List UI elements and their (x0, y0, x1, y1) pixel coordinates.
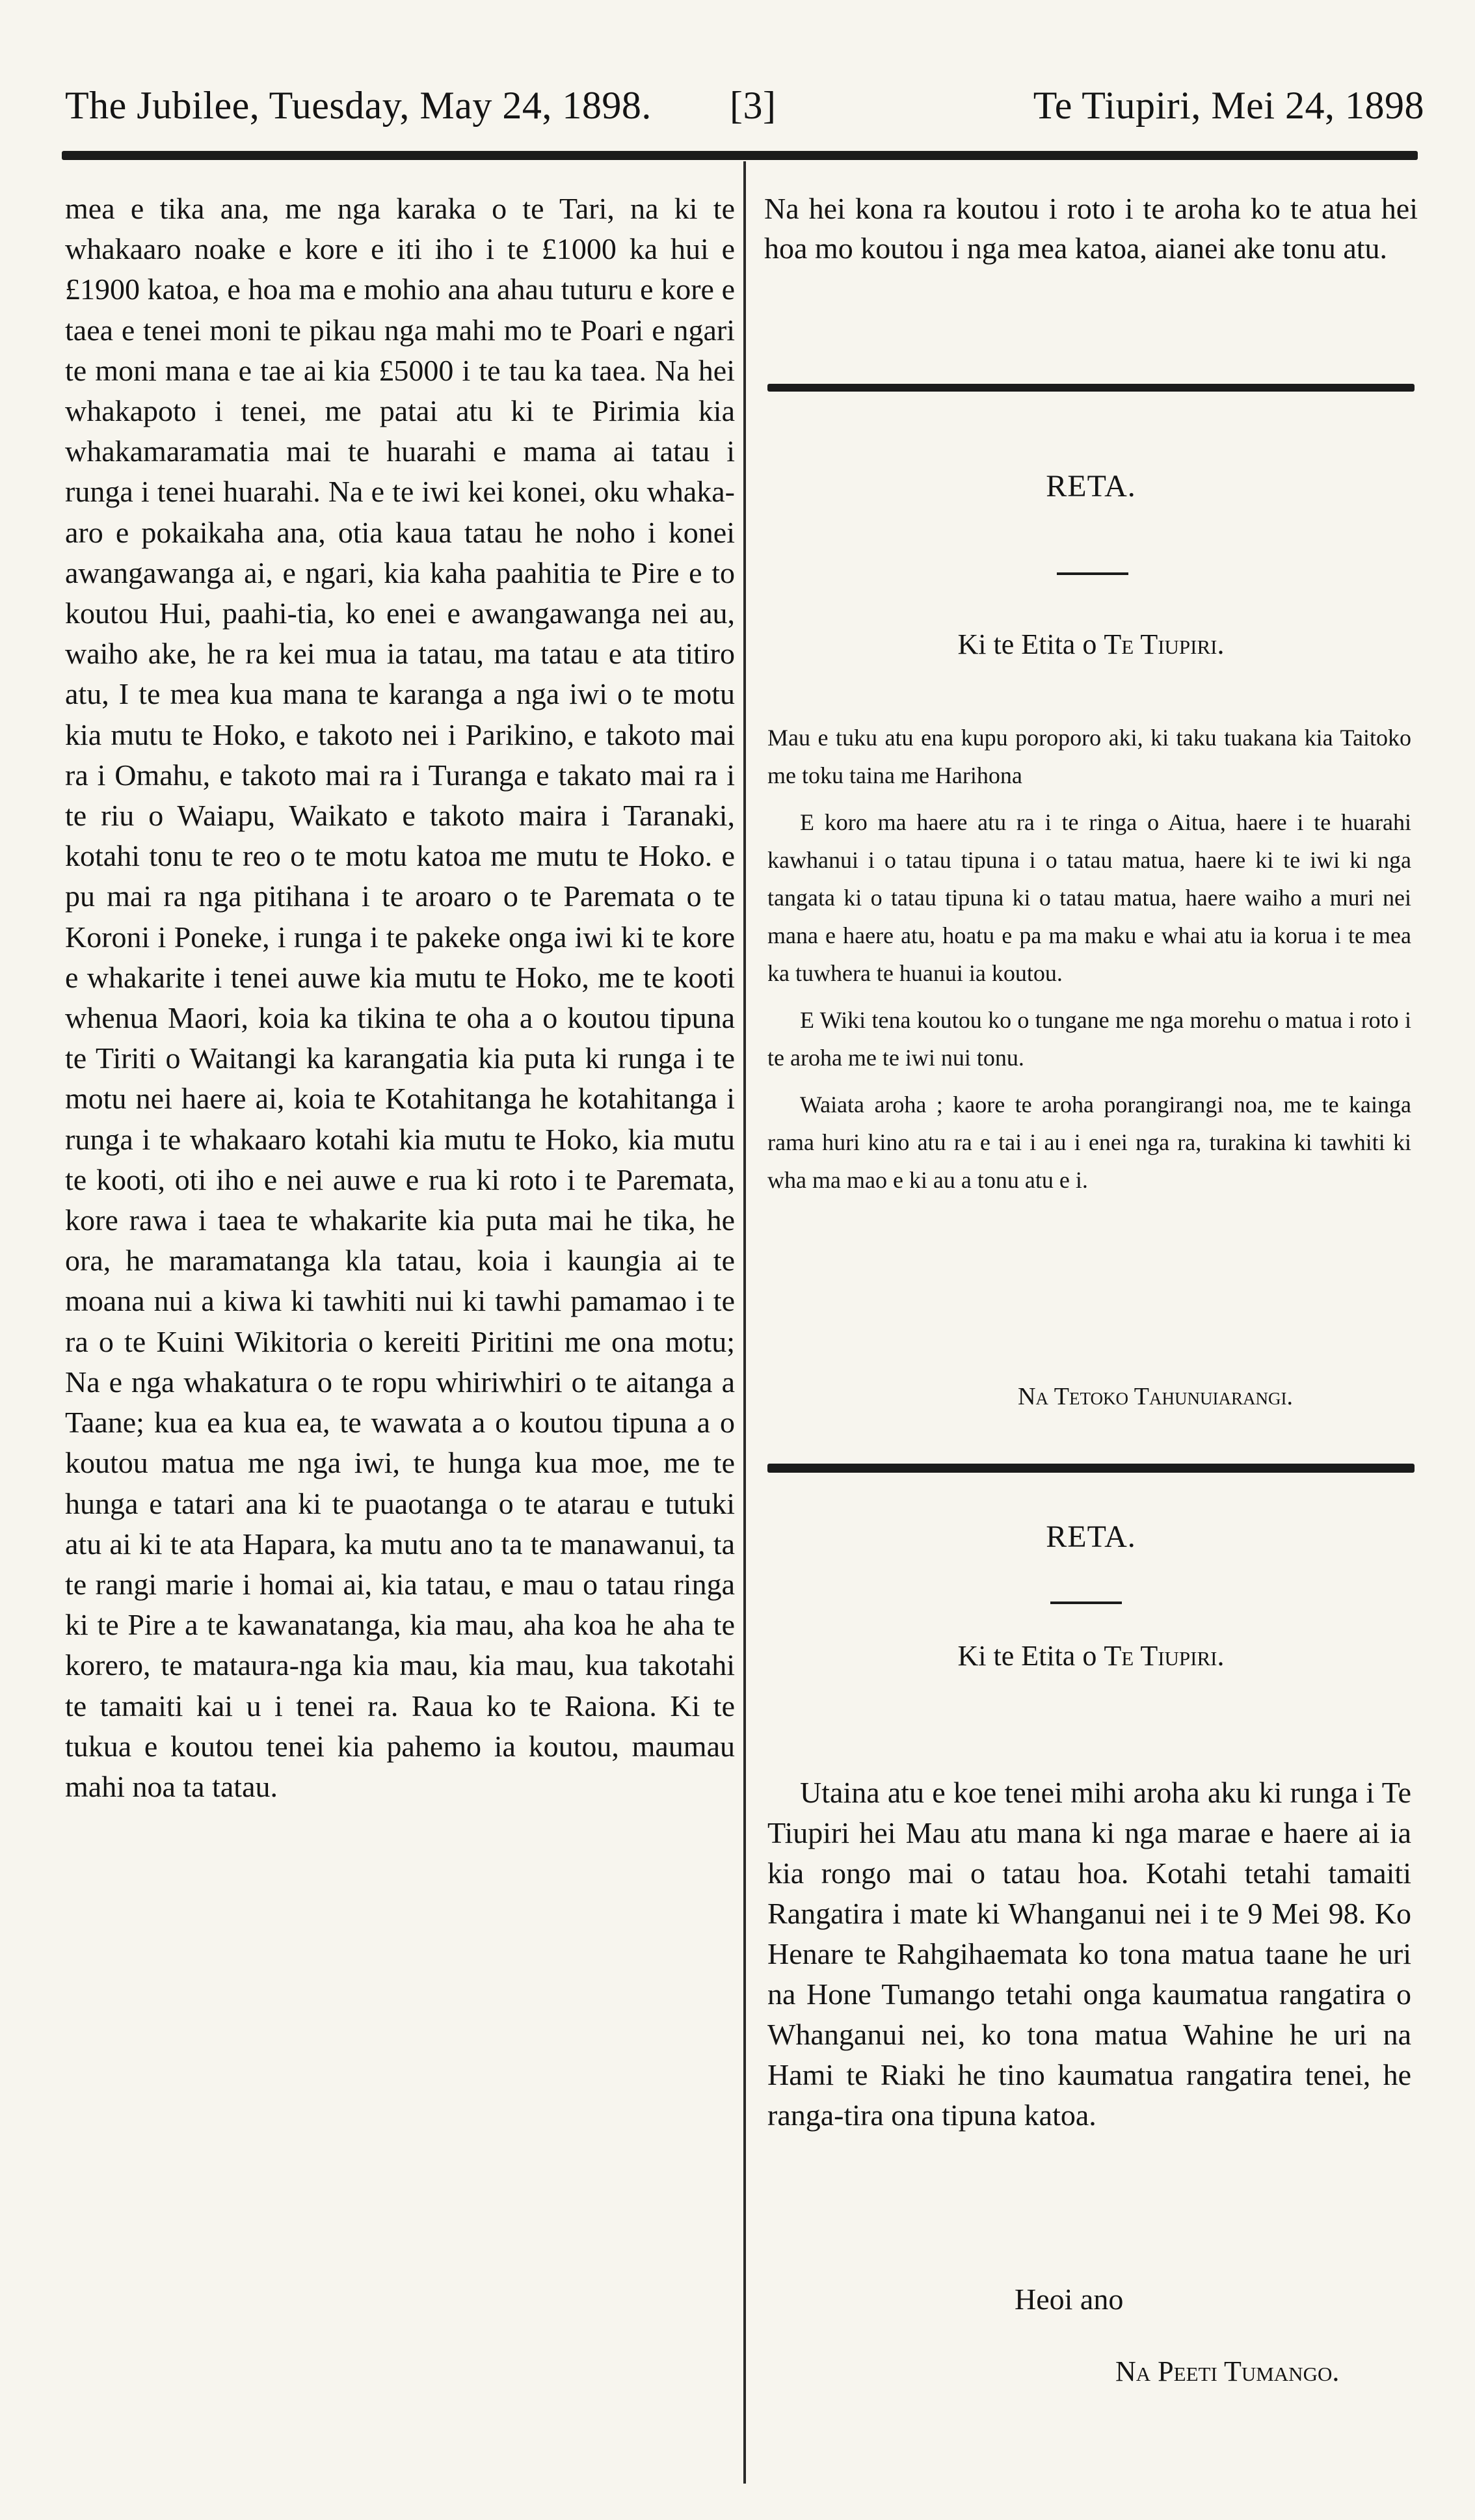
letter1-addressee-name: Te Tiupiri. (1104, 628, 1225, 660)
letter2-paragraph: Utaina atu e koe tenei mihi aroha aku ki runga i Te Tiupiri hei Mau atu mana ki nga marae e haere ai ia kia rongo mai o tatau hoa. Kotahi tetahi tamaiti Rangatira i mate ki Whanganui nei i te 9 Mei 98. Ko Henare te Rahgihaemata ko tona matua taane he uri na Hone Tumango tetahi onga kaumatua rangatira o Whanganui nei, ko tona matua Wahine he uri na Hami te Riaki he tino kaumatua rangatira tenei, he ranga-tira ona tipuna katoa. (767, 1776, 1411, 2132)
letter1-paragraph: Waiata aroha ; kaore te aroha porangirangi noa, me te kainga rama huri kino atu ra e tai i au i enei nga ra, turakina ki tawhiti ki wha ma mao e ki au a tonu atu e i. (767, 1092, 1411, 1193)
letter2-addressee-prefix: Ki te Etita o (957, 1640, 1097, 1672)
letter1-addressee-prefix: Ki te Etita o (957, 628, 1097, 660)
left-column-text: mea e tika ana, me nga karaka o te Tari, na ki te whakaaro noake e kore e iti iho i te £1000 ka hui e £1900 katoa, e hoa ma e mohio ana ahau tuturu e kore e taea e tenei moni te pikau nga mahi mo te Poari e ngari te moni mana e tae ai kia £5000 i te tau ka taea. Na hei whakapoto i tenei, me patai atu ki te Pirimia kia whakamaramatia mai te huarahi e mama ai tatau i runga i tenei huarahi. Na e te iwi kei konei, oku whaka-aro e pokaikaha ana, otia kaua tatau he noho i konei awangawanga ai, e ngari, kia kaha paahitia te Pire e to koutou Hui, paahi-tia, ko enei e awangawanga nei au, waiho ake, he ra kei mua ia tatau, ma tatau e ata titiro atu, I te mea kua mana te karanga a nga iwi o te motu kia mutu te Hoko, e takoto nei i Parikino, e takoto mai ra i Omahu, e takoto mai ra i Turanga e takato mai ra i te riu o Waiapu, Waikato e takoto maira i Taranaki, kotahi tonu te reo o te motu katoa me mutu te Hoko. e pu mai ra nga pitihana i te aroaro o te Paremata o te Koroni i Poneke, i runga i te pakeke onga iwi ki te kore e whakarite i tenei auwe kia mutu te Hoko, me te kooti whenua Maori, koia ka tikina te oha a o koutou tipuna te Tiriti o Waitangi ka karangatia kia puta ki runga i te motu nei haere ai, koia te Kotahitanga he kotahitanga i runga i te whakaaro kotahi kia mutu te Hoko, kia mutu te kooti, oti iho e nei auwe e rua ki roto i te Paremata, kore rawa i taea te whakarite kia puta mai he tika, he ora, he maramatanga kla tatau, koia i kaungia ai te moana nui a kiwa ki tawhiti nui ki tawhi pamamao i te ra o te Kuini Wikitoria o kereiti Piritini me ona motu; Na e nga whakatura o te ropu whiriwhiri o te aitanga a Taane; kua ea kua ea, te wawata a o koutou tipuna a o koutou matua me nga iwi, te hunga kua moe, me te hunga e tatari ana ki te puaotanga o te atarau e tutuki atu ai ki te ata Hapara, ka mutu ano ta te manawanui, ta te rangi marie i homai ai, kia tatau, e mau o tatau ringa ki te Pire a te kawanatanga, kia mau, aha koa he aha te korero, te mataura-nga kia mau, kia mau, kua takotahi te tamaiti kai u i tenei ra. Raua ko te Raiona. Ki te tukua e koutou tenei kia pahemo ia koutou, maumau mahi noa ta tatau. (65, 192, 735, 1803)
column-divider (743, 161, 746, 2484)
letter2-body (767, 1773, 1411, 2136)
letter2-closing: Heoi ano (1015, 2283, 1124, 2316)
letter2-addressee (764, 1639, 1418, 1672)
section-rule (767, 384, 1415, 392)
letter1-addressee (764, 628, 1418, 661)
letter1-paragraph: E Wiki tena koutou ko o tungane me nga morehu o matua i roto i te aroha me te iwi nui tonu. (767, 1007, 1411, 1071)
header-page-number: [3] (730, 84, 777, 127)
header-rule (62, 151, 1418, 160)
header-left-title: The Jubilee, Tuesday, May 24, 1898. (65, 84, 652, 127)
letter2-signature: Na Peeti Tumango. (1115, 2355, 1340, 2387)
letter1-paragraph: Mau e tuku atu ena kupu poroporo aki, ki taku tuakana kia Taitoko me toku taina me Harihona (767, 725, 1411, 788)
right-column-intro (764, 189, 1418, 268)
letter2-addressee-name: Te Tiupiri. (1104, 1640, 1225, 1672)
letter2-divider (1050, 1602, 1122, 1604)
letter1-divider (1057, 572, 1128, 575)
letter1-signature: Na Tetoko Tahunuiarangi. (1018, 1383, 1293, 1410)
section-rule (767, 1464, 1415, 1473)
intro-paragraph: Na hei kona ra koutou i roto i te aroha ko te atua hei hoa mo koutou i nga mea katoa, aianei ake tonu atu. (764, 192, 1418, 265)
letter2-heading: RETA. (1046, 1520, 1136, 1554)
header-right-title: Te Tiupiri, Mei 24, 1898 (1033, 84, 1424, 127)
left-column (65, 189, 735, 1807)
letter1-paragraph: E koro ma haere atu ra i te ringa o Aitua, haere i te huarahi kawhanui i o tatau tipuna i o tatau matua, haere ki te iwi ki nga tangata ki o tatau tipuna ki o tatau matua, haere waiho a muri nei mana e haere atu, hoatu e pa ma maku e whai atu ia korua i te mea ka tuwhera te huanui ia koutou. (767, 809, 1411, 986)
letter1-heading: RETA. (1046, 469, 1136, 503)
letter1-body (767, 719, 1411, 1208)
